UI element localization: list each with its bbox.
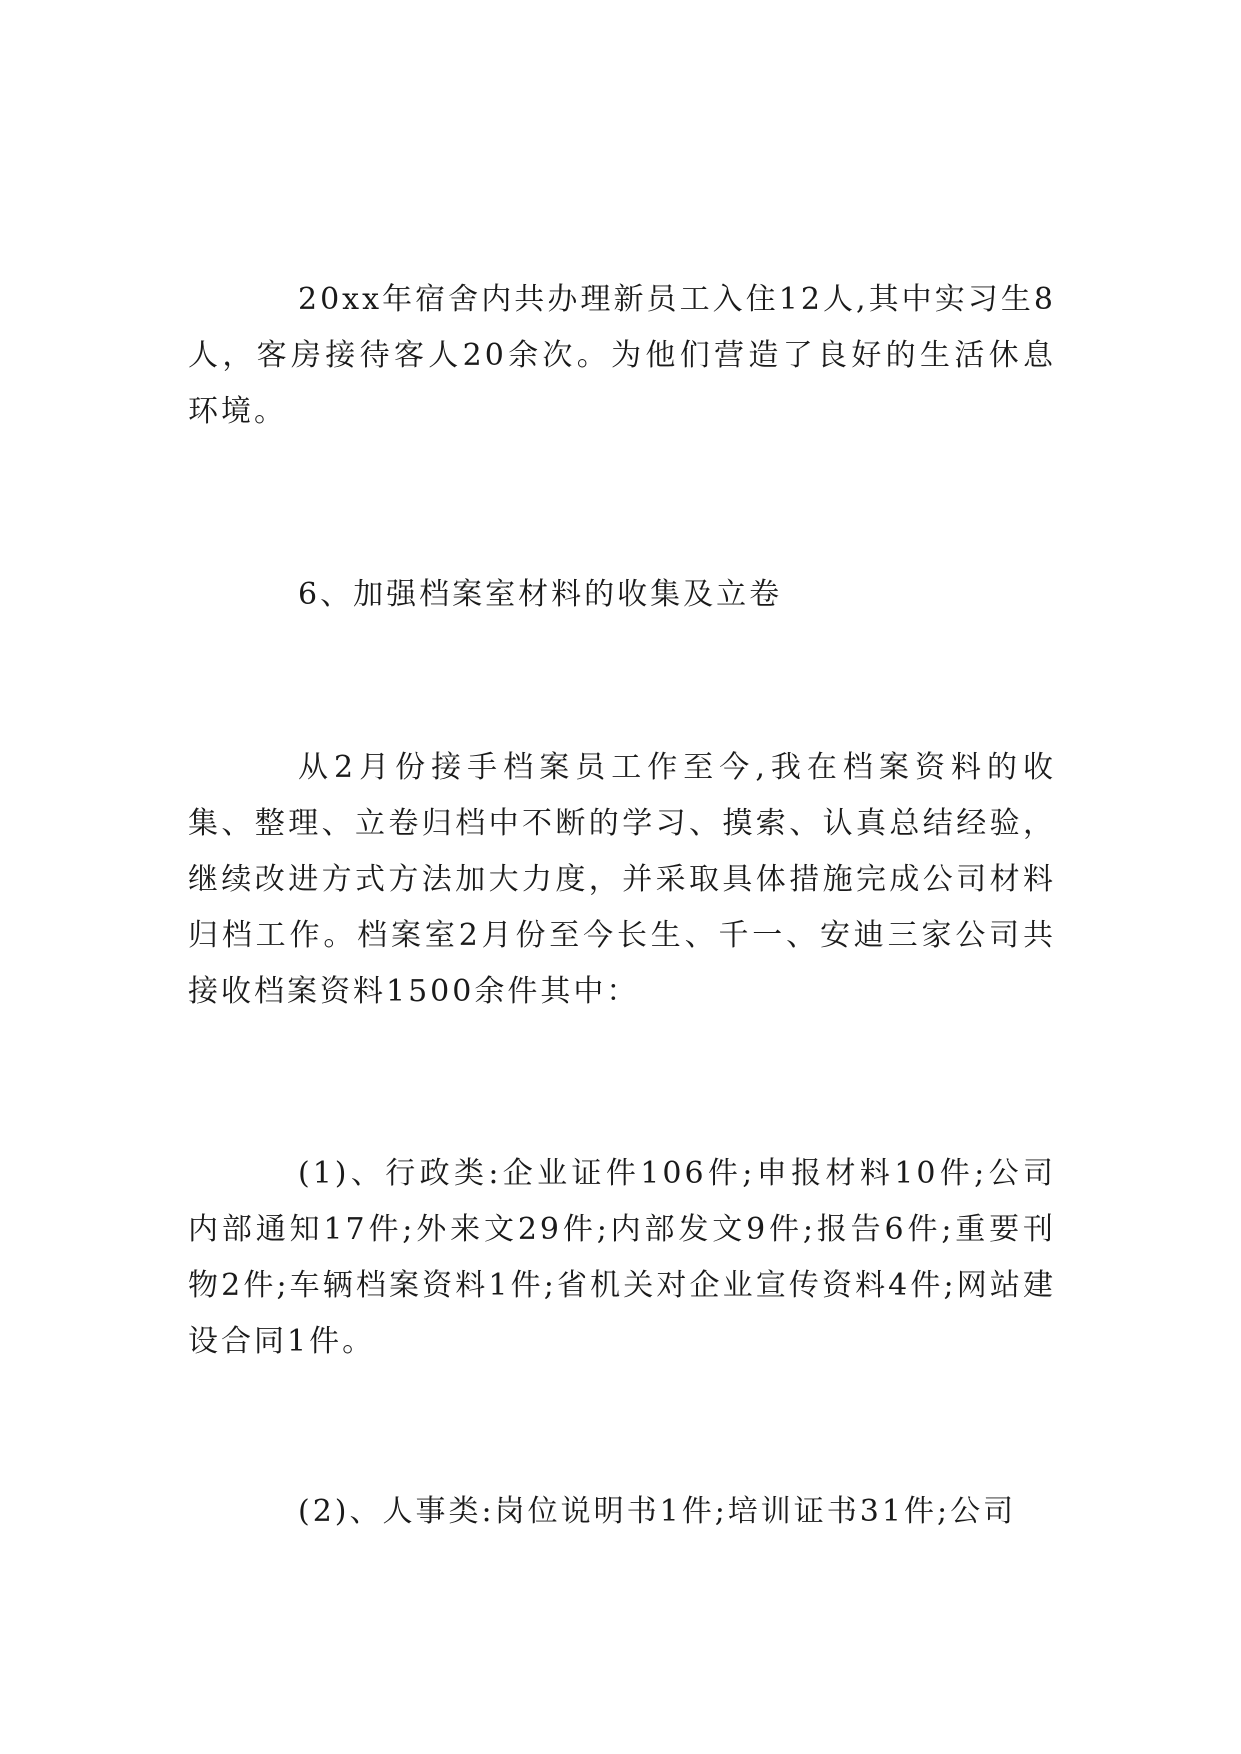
- paragraph-personnel-category: (2)、人事类:岗位说明书1件;培训证书31件;公司: [298, 1494, 1017, 1529]
- paragraph-administrative-category: (1)、行政类:企业证件106件;申报材料10件;公司内部通知17件;外来文29件;内部发文9件;报告6件;重要刊物2件;车辆档案资料1件;省机关对企业宣传资料4件;网站建设合同1件。: [188, 1156, 1056, 1359]
- section-heading-archives: 6、加强档案室材料的收集及立卷: [298, 577, 783, 612]
- paragraph-archive-work: 从2月份接手档案员工作至今,我在档案资料的收集、整理、立卷归档中不断的学习、摸索、认真总结经验，继续改进方式方法加大力度，并采取具体措施完成公司材料归档工作。档案室2月份至今长生、千一、安迪三家公司共接收档案资料1500余件其中：: [188, 750, 1056, 1009]
- paragraph-dormitory-summary: 20xx年宿舍内共办理新员工入住12人,其中实习生8人，客房接待客人20余次。为他们营造了良好的生活休息环境。: [188, 282, 1056, 429]
